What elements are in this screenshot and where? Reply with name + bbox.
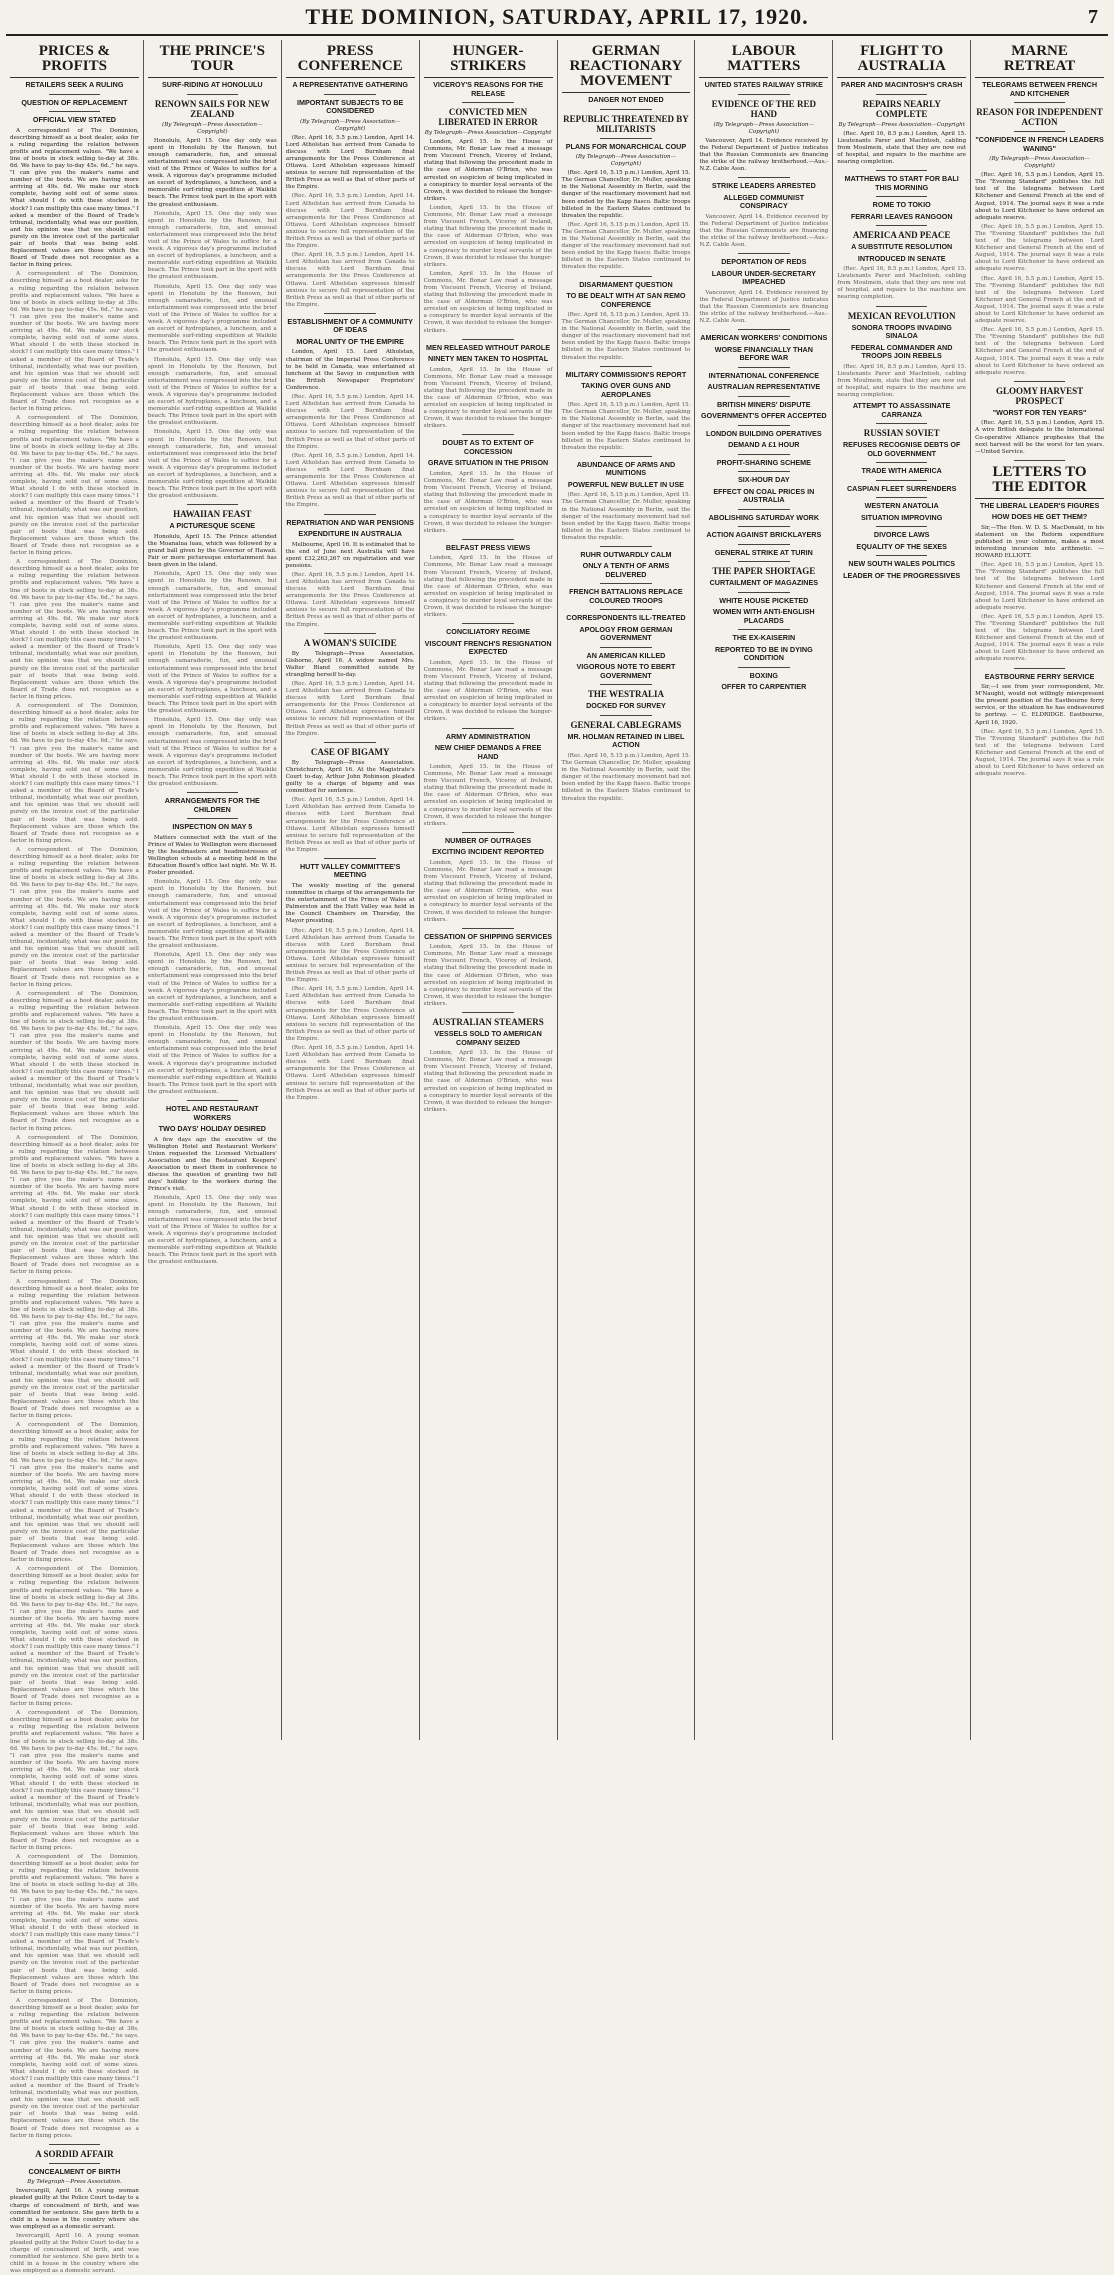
subhead: REFUSES RECOGNISE DEBTS OF OLD GOVERNMENT [842,440,961,458]
subhead: HOTEL AND RESTAURANT WORKERS [166,1104,259,1122]
headline: MARNE RETREAT [975,44,1104,78]
article-text-continued: London, April 15. In the House of Commons, Mr. Bonar Law read a message from Viscount French, Viceroy of Ireland, stating that following the precedent made in the case of Alderman O'Brien, who was arrested on suspicion of being implicated in a conspiracy to murder loyal servants of the Crown, it was decided to release the hunger-strikers. [423,1050,553,1113]
article-text-continued: A correspondent of The Dominion, describing himself as a boot dealer, asks for a ruling regarding the relation between profits and replacement values. "We have a line of boots in stock selling to-day at 38s. 6d. We have to pay to-day 45s. 6d.," he says. "I can give you the maker's name and number of the boots. We are having more arriving at 49s. 6d. We make our stock complete, having sold out of some sizes. What should I do with these stocked in stock? I can multiply this case many times." I asked a member of the Board of Trade's tribunal, incidentally, what was our position, and his opinion was that we should sell purely on the invoice cost of the particular pair of boots that was being sold. Replacement values are those which the Board of Trade does not recognise as a factor in fixing prices. [10,271,139,413]
byline: By Telegraph—Press Association—Copyright [424,130,552,136]
subhead: DISARMAMENT QUESTION [579,279,673,289]
article-text-continued: (Rec. April 16, 5.5 p.m.) London, April 14. Lord Atholstan has arrived from Canada to discuss with Lord Burnham final arrangements for the Press Conference at Ottawa. Lord Atholstan expresses himself anxious to secure full representation of the British Press as well as that of other parts of the Empire. [285,1045,415,1101]
subhead: DANGER NOT ENDED [588,95,664,104]
byline: (By Telegraph—Press Association—Copyright) [989,156,1090,170]
subhead: ESTABLISHMENT OF A COMMUNITY OF IDEAS [287,316,413,335]
subhead: ARMY ADMINISTRATION [445,731,531,741]
subhead: CORRESPONDENTS ILL-TREATED [566,613,686,623]
article-text-continued: (Rec. April 16, 5.5 p.m.) London, April 14. Lord Atholstan has arrived from Canada to discuss with Lord Burnham final arrangements for the Press Conference at Ottawa. Lord Atholstan expresses himself anxious to secure full representation of the British Press as well as that of other parts of the Empire. [285,193,415,250]
subhead: THE WESTRALIA [587,689,664,700]
headline: LABOUR MATTERS [699,44,828,78]
subhead: GLOOMY HARVEST PROSPECT [996,385,1084,406]
article-text-continued: Honolulu, April 15. One day only was spent in Honolulu by the Renown, but enough camaraderie, fun, and unusual entertainment was compressed into the brief visit of the Prince of Wales to suffice for a week. A vigorous day's programme included an escort of hydroplanes, a luncheon, and a memorable surf-riding expedition at Waikiki beach. The Prince took part in the sport with the greatest enthusiasm. [147,283,277,354]
subhead: WOMEN WITH ANTI-ENGLISH PLACARDS [713,607,815,625]
subhead: ACTION AGAINST BRICKLAYERS [706,530,822,540]
article-text-continued: (Rec. April 16, 5.15 p.m.) London, April 15. The German Chancellor, Dr. Muller, speaking in the National Assembly in Berlin, said the danger of the reactionary movement had not been ended by the Kapp fiasco. Baltic troops billeted in the Eastern States continued to threaten the republic. [561,402,691,451]
article-text: (Rec. April 16, 5.15 p.m.) London, April 15. The German Chancellor, Dr. Muller, speaking in the National Assembly in Berlin, said the danger of the reactionary movement had not been ended by the Kapp fiasco. Baltic troops billeted in the Eastern States continued to threaten the republic. [561,170,691,219]
subhead: RETAILERS SEEK A RULING [25,80,124,89]
subhead: MORAL UNITY OF THE EMPIRE [296,336,404,346]
headline: THE PRINCE'S TOUR [148,44,277,78]
article-text: (Rec. April 16, 5.5 p.m.) London, April 14. Lord Atholstan has arrived from Canada to discuss with Lord Burnham final arrangements for the Press Conference at Ottawa. Lord Atholstan expresses himself anxious to secure full representation of the British Press as well as that of other parts of the Empire. [285,134,415,191]
article-text: Honolulu, April 15. One day only was spent in Honolulu by the Renown, but enough camaraderie, fun, and unusual entertainment was compressed into the brief visit of the Prince of Wales to suffice for a week. A vigorous day's programme included an escort of hydroplanes, a luncheon, and a memorable surf-riding expedition at Waikiki beach. The Prince took part in the sport with the greatest enthusiasm. [147,137,277,208]
headline: GERMAN REACTIONARY MOVEMENT [562,44,691,93]
article-text: (Rec. April 16, 8.5 p.m.) London, April 15. Lieutenants Parer and MacIntosh, cabling from Moulmein, state that they are now out of hospital, and repairs to the machine are nearing completion. [837,130,967,165]
subhead: DEPORTATION OF REDS [721,257,807,267]
subhead: MILITARY COMMISSION'S REPORT [565,369,687,379]
subhead: A WOMAN'S SUICIDE [303,637,397,648]
column-flight-australia [833,40,971,1740]
article-text: A few days ago the executive of the Wellington Hotel and Restaurant Workers' Union requested the Licensed Victuallers' Association and the Restaurant Keepers' Association to meet them in conference to discuss the question of granting two full days' holiday to the workers during the Prince's visit. [147,1136,277,1193]
byline: (By Telegraph—Press Association—Copyright) [713,121,815,135]
article-text: Melbourne, April 16. It is estimated that to the end of June next Australia will have spent £32,263,267 on repatriation and war pensions. [285,541,415,569]
subhead: EXPENDITURE IN AUSTRALIA [298,529,402,538]
subhead: FERRARI LEAVES RANGOON [850,211,953,221]
subhead: WHITE HOUSE PICKETED [719,595,809,605]
article-text: Invercargill, April 16. A young woman pleaded guilty at the Police Court to-day to a charge of concealment of birth, and was committed for sentence. She gave birth to a child in a house in the country where she was employed as a domestic servant. [10,2188,139,2230]
newspaper-title: THE DOMINION, SATURDAY, APRIL 17, 1920. [305,4,809,29]
subhead: DOCKED FOR SURVEY [586,701,666,711]
subhead: CASE OF BIGAMY [310,746,390,757]
article-text-continued: A correspondent of The Dominion, describing himself as a boot dealer, asks for a ruling regarding the relation between profits and replacement values. "We have a line of boots in stock selling to-day at 38s. 6d. We have to pay to-day 45s. 6d.," he says. "I can give you the maker's name and number of the boots. We are having more arriving at 49s. 6d. We make our stock complete, having sold out of some sizes. What should I do with these stocked in stock? I can multiply this case many times." I asked a member of the Board of Trade's tribunal, incidentally, what was our position, and his opinion was that we should sell purely on the invoice cost of the particular pair of boots that was being sold. Replacement values are those which the Board of Trade does not recognise as a factor in fixing prices. [10,1854,139,1995]
subhead: STRIKE LEADERS ARRESTED [711,181,816,191]
subhead: QUESTION OF REPLACEMENT [21,97,128,107]
subhead: CESSATION OF SHIPPING SERVICES [424,931,553,941]
subhead: MEXICAN REVOLUTION [847,310,956,321]
subhead: ABUNDANCE OF ARMS AND MUNITIONS [576,459,676,478]
article-text-continued: Honolulu, April 15. One day only was spent in Honolulu by the Renown, but enough camaraderie, fun, and unusual entertainment was compressed into the brief visit of the Prince of Wales to suffice for a week. A vigorous day's programme included an escort of hydroplanes, a luncheon, and a memorable surf-riding expedition at Waikiki beach. The Prince took part in the sport with the greatest enthusiasm. [147,717,277,788]
subhead: CURTAILMENT OF MAGAZINES [709,578,819,588]
headline: PRESS CONFERENCE [286,44,415,78]
page-number: 7 [1088,5,1098,28]
article-text-continued: (Rec. April 16, 8.5 p.m.) London, April 15. Lieutenants Parer and MacIntosh, cabling from Moulmein, state that they are now out of hospital, and repairs to the machine are nearing completion. [837,266,967,301]
article-text-continued: (Rec. April 16, 5.5 p.m.) London, April 14. Lord Atholstan has arrived from Canada to discuss with Lord Burnham final arrangements for the Press Conference at Ottawa. Lord Atholstan expresses himself anxious to secure full representation of the British Press as well as that of other parts of the Empire. [285,571,415,628]
article-text-continued: (Rec. April 16, 5.5 p.m.) London, April 15. The "Evening Standard" publishes the full text of the telegrams between Lord Kitchener and General French at the end of August, 1914. The journal says it was a rule about to Lord Kitchener to have ordered an adequate reserve. [975,728,1104,778]
article-text-continued: (Rec. April 16, 5.5 p.m.) London, April 14. Lord Atholstan has arrived from Canada to discuss with Lord Burnham final arrangements for the Press Conference at Ottawa. Lord Atholstan expresses himself anxious to secure full representation of the British Press as well as that of other parts of the Empire. [285,797,415,853]
article-text-continued: Honolulu, April 15. One day only was spent in Honolulu by the Renown, but enough camaraderie, fun, and unusual entertainment was compressed into the brief visit of the Prince of Wales to suffice for a week. A vigorous day's programme included an escort of hydroplanes, a luncheon, and a memorable surf-riding expedition at Waikiki beach. The Prince took part in the sport with the greatest enthusiasm. [147,356,277,427]
subhead: RENOWN SAILS FOR NEW ZEALAND [154,98,270,119]
subhead: NINETY MEN TAKEN TO HOSPITAL [428,354,549,364]
article-text: London, April 15. Lord Atholstan, chairman of the Imperial Press Conference to be held in Canada, was entertained at luncheon at the Savoy in conjunction with the British Newspaper Proprietors' Conference. [285,349,415,391]
article-text: The weekly meeting of the general committee in charge of the arrangements for the entertainment of the Prince of Wales at Palmerston and the Hutt Valley was held in the Council Chambers on Thursday, the Mayor presiding. [285,882,415,925]
article-text: (Rec. April 16, 5.5 p.m.) London, April 15. The "Evening Standard" publishes the full text of the telegrams between Lord Kitchener and General French at the end of August, 1914. The journal says it was a rule about to Lord Kitchener to have ordered an adequate reserve. [975,172,1104,221]
subhead: LONDON BUILDING OPERATIVES [705,428,822,438]
subhead: CASPIAN FLEET SURRENDERS [846,483,957,493]
article-text: Sir,—I see from your correspondent, Mr. M'Naught, would not willingly misrepresent the present position of the Eastbourne ferry service, or the situation he has endeavoured to portray. — C. ELDRIDGE. Eastbourne, April 16, 1920. [975,684,1104,726]
subhead: WESTERN ANATOLIA [864,501,939,510]
article-text-continued: London, April 15. In the House of Commons, Mr. Bonar Law read a message from Viscount French, Viceroy of Ireland, stating that following the precedent made in the case of Alderman O'Brien, who was arrested on suspicion of being implicated in a conspiracy to murder loyal servants of the Crown, it was decided to release the hunger-strikers. [423,659,553,723]
article-text-continued: A correspondent of The Dominion, describing himself as a boot dealer, asks for a ruling regarding the relation between profits and replacement values. "We have a line of boots in stock selling to-day at 38s. 6d. We have to pay to-day 45s. 6d.," he says. "I can give you the maker's name and number of the boots. We are having more arriving at 49s. 6d. We make our stock complete, having sold out of some sizes. What should I do with these stocked in stock? I can multiply this case many times." I asked a member of the Board of Trade's tribunal, incidentally, what was our position, and his opinion was that we should sell purely on the invoice cost of the particular pair of boots that was being sold. Replacement values are those which the Board of Trade does not recognise as a factor in fixing prices. [10,415,139,557]
subhead: ALLEGED COMMUNIST CONSPIRACY [723,192,805,211]
article-text: By Telegraph—Press Association. Gisborne, April 16. A widow named Mrs. Walter Bland committed suicide by strangling herself to-day. [285,650,415,678]
column-press-conference [282,40,420,1740]
subhead: AMERICAN WORKERS' CONDITIONS [700,333,828,343]
subhead: NUMBER OF OUTRAGES [444,835,532,845]
column-hunger-strikers [420,40,558,1740]
article-text-continued: Honolulu, April 15. One day only was spent in Honolulu by the Renown, but enough camaraderie, fun, and unusual entertainment was compressed into the brief visit of the Prince of Wales to suffice for a week. A vigorous day's programme included an escort of hydroplanes, a luncheon, and a memorable surf-riding expedition at Waikiki beach. The Prince took part in the sport with the greatest enthusiasm. [147,1025,277,1095]
article-text-continued: Honolulu, April 15. One day only was spent in Honolulu by the Renown, but enough camaraderie, fun, and unusual entertainment was compressed into the brief visit of the Prince of Wales to suffice for a week. A vigorous day's programme included an escort of hydroplanes, a luncheon, and a memorable surf-riding expedition at Waikiki beach. The Prince took part in the sport with the greatest enthusiasm. [147,210,277,281]
subhead: BOXING [749,670,778,680]
subhead: OFFICIAL VIEW STATED [32,115,116,124]
byline: (By Telegraph—Press Association—Copyright) [299,118,401,132]
subhead: AN AMERICAN KILLED [586,650,666,660]
article-text-continued: (Rec. April 16, 5.15 p.m.) London, April 15. The German Chancellor, Dr. Muller, speaking in the National Assembly in Berlin, said the danger of the reactionary movement had not been ended by the Kapp fiasco. Baltic troops billeted in the Eastern States continued to threaten the republic. [561,312,691,361]
headline: FLIGHT TO AUSTRALIA [837,44,966,78]
subhead: LETTERS TO THE EDITOR [975,465,1104,499]
subhead: LABOUR UNDER-SECRETARY IMPEACHED [711,268,816,287]
subhead: TAKING OVER GUNS AND AEROPLANES [581,381,671,399]
article-text-continued: Honolulu, April 15. One day only was spent in Honolulu by the Renown, but enough camaraderie, fun, and unusual entertainment was compressed into the brief visit of the Prince of Wales to suffice for a week. A vigorous day's programme included an escort of hydroplanes, a luncheon, and a memorable surf-riding expedition at Waikiki beach. The Prince took part in the sport with the greatest enthusiasm. [147,879,277,950]
subhead: UNITED STATES RAILWAY STRIKE [704,80,823,89]
subhead: POWERFUL NEW BULLET IN USE [567,479,684,489]
article-text-continued: A correspondent of The Dominion, describing himself as a boot dealer, asks for a ruling regarding the relation between profits and replacement values. "We have a line of boots in stock selling to-day at 38s. 6d. We have to pay to-day 45s. 6d.," he says. "I can give you the maker's name and number of the boots. We are having more arriving at 49s. 6d. We make our stock complete, having sold out of some sizes. What should I do with these stocked in stock? I can multiply this case many times." I asked a member of the Board of Trade's tribunal, incidentally, what was our position, and his opinion was that we should sell purely on the invoice cost of the particular pair of boots that was being sold. Replacement values are those which the Board of Trade does not recognise as a factor in fixing prices. [10,703,139,844]
article-text-continued: London, April 15. In the House of Commons, Mr. Bonar Law read a message from Viscount French, Viceroy of Ireland, stating that following the precedent made in the case of Alderman O'Brien, who was arrested on suspicion of being implicated in a conspiracy to murder loyal servants of the Crown, it was decided to release the hunger-strikers. [423,944,553,1007]
article-text: A correspondent of The Dominion, describing himself as a boot dealer, asks for a ruling regarding the relation between profits and replacement values. "We have a line of boots in stock selling to-day at 38s. 6d. We have to pay to-day 45s. 6d.," he says. "I can give you the maker's name and number of the boots. We are having more arriving at 49s. 6d. We make our stock complete, having sold out of some sizes. What should I do with these stocked in stock? I can multiply this case many times." I asked a member of the Board of Trade's tribunal, incidentally, what was our position, and his opinion was that we should sell purely on the invoice cost of the particular pair of boots that was being sold. Replacement values are those which the Board of Trade does not recognise as a factor in fixing prices. [10,127,139,269]
subhead: A SORDID AFFAIR [35,2148,114,2159]
subhead: RUHR OUTWARDLY CALM [580,549,672,559]
subhead: LEADER OF THE PROGRESSIVES [843,570,961,580]
subhead: CONVICTED MEN LIBERATED IN ERROR [438,107,538,127]
subhead: MEN RELEASED WITHOUT PAROLE [426,342,551,352]
subhead: INTRODUCED IN SENATE [857,253,946,263]
subhead: "WORST FOR TEN YEARS" [992,407,1087,417]
subhead: EFFECT ON COAL PRICES IN AUSTRALIA [713,486,815,505]
article-text-continued: (Rec. April 16, 5.15 p.m.) London, April 15. The German Chancellor, Dr. Muller, speaking in the National Assembly in Berlin, said the danger of the reactionary movement had not been ended by the Kapp fiasco. Baltic troops billeted in the Eastern States continued to threaten the republic. [561,492,691,541]
subhead: A PICTURESQUE SCENE [169,521,256,531]
column-princes-tour [144,40,282,1740]
subhead: CONCEALMENT OF BIRTH [28,2166,121,2176]
subhead: HOW DOES HE GET THEM? [991,512,1088,522]
columns [6,40,1108,2275]
subhead: IMPORTANT SUBJECTS TO BE CONSIDERED [297,97,404,115]
article-text-continued: A correspondent of The Dominion, describing himself as a boot dealer, asks for a ruling regarding the relation between profits and replacement values. "We have a line of boots in stock selling to-day at 38s. 6d. We have to pay to-day 45s. 6d.," he says. "I can give you the maker's name and number of the boots. We are having more arriving at 49s. 6d. We make our stock complete, having sold out of some sizes. What should I do with these stocked in stock? I can multiply this case many times." I asked a member of the Board of Trade's tribunal, incidentally, what was our position, and his opinion was that we should sell purely on the invoice cost of the particular pair of boots that was being sold. Replacement values are those which the Board of Trade does not recognise as a factor in fixing prices. [10,1710,139,1851]
column-prices-profits [6,40,144,2275]
article-text-continued: (Rec. April 16, 5.15 p.m.) London, April 15. The German Chancellor, Dr. Muller, speaking in the National Assembly in Berlin, said the danger of the reactionary movement had not been ended by the Kapp fiasco. Baltic troops billeted in the Eastern States continued to threaten the republic. [561,752,691,802]
subhead: OFFER TO CARPENTIER [721,682,807,692]
subhead: REPUBLIC THREATENED BY MILITARISTS [563,113,689,134]
column-marne-retreat [971,40,1108,1740]
article-text-continued: (Rec. April 16, 5.5 p.m.) London, April 14. Lord Atholstan has arrived from Canada to discuss with Lord Burnham final arrangements for the Press Conference at Ottawa. Lord Atholstan expresses himself anxious to secure full representation of the British Press as well as that of other parts of the Empire. [285,452,415,509]
subhead: REPATRIATION AND WAR PENSIONS [286,517,414,527]
subhead: SIX-HOUR DAY [737,475,790,485]
subhead: REPAIRS NEARLY COMPLETE [862,98,941,119]
article-text-continued: Honolulu, April 15. One day only was spent in Honolulu by the Renown, but enough camaraderie, fun, and unusual entertainment was compressed into the brief visit of the Prince of Wales to suffice for a week. A vigorous day's programme included an escort of hydroplanes, a luncheon, and a memorable surf-riding expedition at Waikiki beach. The Prince took part in the sport with the greatest enthusiasm. [147,952,277,1022]
article-text: By Telegraph—Press Association. Christchurch, April 16. At the Magistrate's Court to-day, Arthur John Robinson pleaded guilty to a charge of bigamy and was committed for sentence. [285,759,415,795]
subhead: NEW SOUTH WALES POLITICS [848,559,955,568]
article-text-continued: Honolulu, April 15. One day only was spent in Honolulu by the Renown, but enough camaraderie, fun, and unusual entertainment was compressed into the brief visit of the Prince of Wales to suffice for a week. A vigorous day's programme included an escort of hydroplanes, a luncheon, and a memorable surf-riding expedition at Waikiki beach. The Prince took part in the sport with the greatest enthusiasm. [147,571,277,642]
article-text-continued: (Rec. April 16, 5.5 p.m.) London, April 15. The "Evening Standard" publishes the full text of the telegrams between Lord Kitchener and General French at the end of August, 1914. The journal says it was a rule about to Lord Kitchener to have ordered an adequate reserve. [975,223,1104,273]
article-text-continued: Honolulu, April 15. One day only was spent in Honolulu by the Renown, but enough camaraderie, fun, and unusual entertainment was compressed into the brief visit of the Prince of Wales to suffice for a week. A vigorous day's programme included an escort of hydroplanes, a luncheon, and a memorable surf-riding expedition at Waikiki beach. The Prince took part in the sport with the greatest enthusiasm. [147,644,277,715]
article-text: London, April 15. In the House of Commons, Mr. Bonar Law read a message from Viscount French, Viceroy of Ireland, stating that following the precedent made in the case of Alderman O'Brien, who was arrested on suspicion of being implicated in a conspiracy to murder loyal servants of the Crown, it was decided to release the hunger-strikers. [423,139,553,202]
subhead: BRITISH MINERS' DISPUTE [717,399,811,409]
subhead: INSPECTION ON MAY 5 [172,822,253,832]
article-text-continued: (Rec. April 16, 5.5 p.m.) London, April 14. Lord Atholstan has arrived from Canada to discuss with Lord Burnham final arrangements for the Press Conference at Ottawa. Lord Atholstan expresses himself anxious to secure full representation of the British Press as well as that of other parts of the Empire. [285,927,415,984]
subhead: ABOLISHING SATURDAY WORK [708,512,820,522]
article-text-continued: A correspondent of The Dominion, describing himself as a boot dealer, asks for a ruling regarding the relation between profits and replacement values. "We have a line of boots in stock selling to-day at 38s. 6d. We have to pay to-day 45s. 6d.," he says. "I can give you the maker's name and number of the boots. We are having more arriving at 49s. 6d. We make our stock complete, having sold out of some sizes. What should I do with these stocked in stock? I can multiply this case many times." I asked a member of the Board of Trade's tribunal, incidentally, what was our position, and his opinion was that we should sell purely on the invoice cost of the particular pair of boots that was being sold. Replacement values are those which the Board of Trade does not recognise as a factor in fixing prices. [10,1134,139,1276]
article-text-continued: London, April 15. In the House of Commons, Mr. Bonar Law read a message from Viscount French, Viceroy of Ireland, stating that following the precedent made in the case of Alderman O'Brien, who was arrested on suspicion of being implicated in a conspiracy to murder loyal servants of the Crown, it was decided to release the hunger-strikers. [423,470,553,534]
subhead: ROME TO TOKIO [872,200,931,210]
subhead: ATTEMPT TO ASSASSINATE CARRANZA [852,401,951,419]
subhead: MR. HOLMAN RETAINED IN LIBEL ACTION [567,731,685,750]
subhead: REPORTED TO BE IN DYING CONDITION [714,644,813,663]
article-text-continued: (Rec. April 16, 5.5 p.m.) London, April 15. The "Evening Standard" publishes the full text of the telegrams between Lord Kitchener and General French at the end of August, 1914. The journal says it was a rule about to Lord Kitchener to have ordered an adequate reserve. [975,275,1104,325]
article-text-continued: (Rec. April 16, 8.5 p.m.) London, April 15. Lieutenants Parer and MacIntosh, cabling from Moulmein, state that they are now out of hospital, and repairs to the machine are nearing completion. [837,363,967,398]
subhead: AUSTRALIAN REPRESENTATIVE [707,382,821,392]
article-text-continued: (Rec. April 16, 5.15 p.m.) London, April 15. The German Chancellor, Dr. Muller, speaking in the National Assembly in Berlin, said the danger of the reactionary movement had not been ended by the Kapp fiasco. Baltic troops billeted in the Eastern States continued to threaten the republic. [561,221,691,271]
subhead: TWO DAYS' HOLIDAY DESIRED [158,1124,266,1134]
subhead: PLANS FOR MONARCHICAL COUP [565,141,687,151]
article-text-continued: A correspondent of The Dominion, describing himself as a boot dealer, asks for a ruling regarding the relation between profits and replacement values. "We have a line of boots in stock selling to-day at 38s. 6d. We have to pay to-day 45s. 6d.," he says. "I can give you the maker's name and number of the boots. We are having more arriving at 49s. 6d. We make our stock complete, having sold out of some sizes. What should I do with these stocked in stock? I can multiply this case many times." I asked a member of the Board of Trade's tribunal, incidentally, what was our position, and his opinion was that we should sell purely on the invoice cost of the particular pair of boots that was being sold. Replacement values are those which the Board of Trade does not recognise as a factor in fixing prices. [10,990,139,1132]
article-text: (Rec. April 16, 5.5 p.m.) London, April 15. A wire British delegate to the International Co-operative Alliance prophesies that the next harvest will be the worst for ten years.—United Service. [975,420,1104,455]
article-text-continued: Vancouver, April 14. Evidence received by the Federal Department of Justice indicates that the Russian Communists are financing the strike of the railway brotherhood.—Aus.-N.Z. Cable Assn. [699,289,829,324]
subhead: FRENCH BATTALIONS REPLACE COLOURED TROOPS [569,587,683,605]
subhead: AUSTRALIAN STEAMERS [432,1017,544,1028]
article-text-continued: (Rec. April 16, 5.5 p.m.) London, April 14. Lord Atholstan has arrived from Canada to discuss with Lord Burnham final arrangements for the Press Conference at Ottawa. Lord Atholstan expresses himself anxious to secure full representation of the British Press as well as that of other parts of the Empire. [285,252,415,308]
byline: (By Telegraph—Press Association—Copyright) [162,121,263,135]
article-text-continued: A correspondent of The Dominion, describing himself as a boot dealer, asks for a ruling regarding the relation between profits and replacement values. "We have a line of boots in stock selling to-day at 38s. 6d. We have to pay to-day 45s. 6d.," he says. "I can give you the maker's name and number of the boots. We are having more arriving at 49s. 6d. We make our stock complete, having sold out of some sizes. What should I do with these stocked in stock? I can multiply this case many times." I asked a member of the Board of Trade's tribunal, incidentally, what was our position, and his opinion was that we should sell purely on the invoice cost of the particular pair of boots that was being sold. Replacement values are those which the Board of Trade does not recognise as a factor in fixing prices. [10,1278,139,1420]
subhead: SONORA TROOPS INVADING SINALOA [851,322,952,341]
article-text-continued: (Rec. April 16, 5.5 p.m.) London, April 14. Lord Atholstan has arrived from Canada to discuss with Lord Burnham final arrangements for the Press Conference at Ottawa. Lord Atholstan expresses himself anxious to secure full representation of the British Press as well as that of other parts of the Empire. [285,394,415,450]
subhead: PARER AND MACINTOSH'S CRASH [841,80,963,89]
byline: (By Telegraph—Press Association—Copyright) [575,154,677,168]
subhead: THE LIBERAL LEADER'S FIGURES [979,500,1100,510]
subhead: THE EX-KAISERIN [732,633,796,643]
subhead: RUSSIAN SOVIET [863,428,940,438]
subhead: ONLY A TENTH OF ARMS DELIVERED [582,561,670,579]
subhead: CONCILIATORY REGIME [446,627,531,637]
article-text-continued: Invercargill, April 16. A young woman pleaded guilty at the Police Court to-day to a charge of concealment of birth, and was committed for sentence. She gave birth to a child in a house in the country where she was employed as a domestic servant. [10,2232,139,2275]
subhead: AMERICA AND PEACE [852,230,951,241]
subhead: "CONFIDENCE IN FRENCH LEADERS WANING" [975,135,1104,153]
subhead: VISCOUNT FRENCH'S RESIGNATION EXPECTED [424,638,552,657]
article-text-continued: London, April 15. In the House of Commons, Mr. Bonar Law read a message from Viscount French, Viceroy of Ireland, stating that following the precedent made in the case of Alderman O'Brien, who was arrested on suspicion of being implicated in a conspiracy to murder loyal servants of the Crown, it was decided to release the hunger-strikers. [423,366,553,430]
subhead: EVIDENCE OF THE RED HAND [711,98,816,119]
subhead: DEMAND A £1 HOUR [728,440,800,450]
article-text-continued: (Rec. April 16, 5.5 p.m.) London, April 15. The "Evening Standard" publishes the full text of the telegrams between Lord Kitchener and General French at the end of August, 1914. The journal says it was a rule about to Lord Kitchener to have ordered an adequate reserve. [975,327,1104,376]
article-text-continued: Honolulu, April 15. One day only was spent in Honolulu by the Renown, but enough camaraderie, fun, and unusual entertainment was compressed into the brief visit of the Prince of Wales to suffice for a week. A vigorous day's programme included an escort of hydroplanes, a luncheon, and a memorable surf-riding expedition at Waikiki beach. The Prince took part in the sport with the greatest enthusiasm. [147,429,277,500]
article-text-continued: Honolulu, April 15. One day only was spent in Honolulu by the Renown, but enough camaraderie, fun, and unusual entertainment was compressed into the brief visit of the Prince of Wales to suffice for a week. A vigorous day's programme included an escort of hydroplanes, a luncheon, and a memorable surf-riding expedition at Waikiki beach. The Prince took part in the sport with the greatest enthusiasm. [147,1195,277,1266]
subhead: APOLOGY FROM GERMAN GOVERNMENT [579,624,673,643]
subhead: THE PAPER SHORTAGE [712,566,816,577]
article-text-continued: A correspondent of The Dominion, describing himself as a boot dealer, asks for a ruling regarding the relation between profits and replacement values. "We have a line of boots in stock selling to-day at 38s. 6d. We have to pay to-day 45s. 6d.," he says. "I can give you the maker's name and number of the boots. We are having more arriving at 49s. 6d. We make our stock complete, having sold out of some sizes. What should I do with these stocked in stock? I can multiply this case many times." I asked a member of the Board of Trade's tribunal, incidentally, what was our position, and his opinion was that we should sell purely on the invoice cost of the particular pair of boots that was being sold. Replacement values are those which the Board of Trade does not recognise as a factor in fixing prices. [10,846,139,988]
subhead: A REPRESENTATIVE GATHERING [292,80,408,89]
article-text-continued: London, April 15. In the House of Commons, Mr. Bonar Law read a message from Viscount French, Viceroy of Ireland, stating that following the precedent made in the case of Alderman O'Brien, who was arrested on suspicion of being implicated in a conspiracy to murder loyal servants of the Crown, it was decided to release the hunger-strikers. [423,204,553,268]
subhead: EQUALITY OF THE SEXES [856,541,947,551]
subhead: FEDERAL COMMANDER AND TROOPS JOIN REBELS [850,342,953,361]
article-text: Vancouver, April 14. Evidence received by the Federal Department of Justice indicates that the Russian Communists are financing the strike of the railway brotherhood.—Aus.-N.Z. Cable Assn. [699,137,829,173]
subhead: WORSE FINANCIALLY THAN BEFORE WAR [714,344,813,363]
subhead: SURF-RIDING AT HONOLULU [162,80,263,89]
byline: By Telegraph—Press Association. [27,2179,122,2186]
article-text-continued: London, April 15. In the House of Commons, Mr. Bonar Law read a message from Viscount French, Viceroy of Ireland, stating that following the precedent made in the case of Alderman O'Brien, who was arrested on suspicion of being implicated in a conspiracy to murder loyal servants of the Crown, it was decided to release the hunger-strikers. [423,555,553,619]
subhead: INTERNATIONAL CONFERENCE [708,370,819,380]
article-text-continued: London, April 15. In the House of Commons, Mr. Bonar Law read a message from Viscount French, Viceroy of Ireland, stating that following the precedent made in the case of Alderman O'Brien, who was arrested on suspicion of being implicated in a conspiracy to murder loyal servants of the Crown, it was decided to release the hunger-strikers. [423,270,553,334]
article-text-continued: (Rec. April 16, 5.5 p.m.) London, April 14. Lord Atholstan has arrived from Canada to discuss with Lord Burnham final arrangements for the Press Conference at Ottawa. Lord Atholstan expresses himself anxious to secure full representation of the British Press as well as that of other parts of the Empire. [285,681,415,737]
masthead [6,0,1108,36]
subhead: VESSELS SOLD TO AMERICAN COMPANY SEIZED [434,1029,542,1047]
subhead: HAWAIIAN FEAST [173,509,252,520]
subhead: EXCITING INCIDENT REPORTED [432,847,544,857]
article-text-continued: (Rec. April 16, 5.5 p.m.) London, April 15. The "Evening Standard" publishes the full text of the telegrams between Lord Kitchener and General French at the end of August, 1914. The journal says it was a rule about to Lord Kitchener to have ordered an adequate reserve. [975,613,1104,663]
subhead: TRADE WITH AMERICA [861,466,942,475]
headline: PRICES & PROFITS [10,44,139,78]
article-text-continued: London, April 15. In the House of Commons, Mr. Bonar Law read a message from Viscount French, Viceroy of Ireland, stating that following the precedent made in the case of Alderman O'Brien, who was arrested on suspicion of being implicated in a conspiracy to murder loyal servants of the Crown, it was decided to release the hunger-strikers. [423,859,553,923]
subhead: DOUBT AS TO EXTENT OF CONCESSION [442,438,534,456]
subhead: GENERAL STRIKE AT TURIN [714,547,813,557]
article-text-continued: A correspondent of The Dominion, describing himself as a boot dealer, asks for a ruling regarding the relation between profits and replacement values. "We have a line of boots in stock selling to-day at 38s. 6d. We have to pay to-day 45s. 6d.," he says. "I can give you the maker's name and number of the boots. We are having more arriving at 49s. 6d. We make our stock complete, having sold out of some sizes. What should I do with these stocked in stock? I can multiply this case many times." I asked a member of the Board of Trade's tribunal, incidentally, what was our position, and his opinion was that we should sell purely on the invoice cost of the particular pair of boots that was being sold. Replacement values are those which the Board of Trade does not recognise as a factor in fixing prices. [10,1566,139,1708]
subhead: BELFAST PRESS VIEWS [445,542,531,552]
article-text-continued: London, April 15. In the House of Commons, Mr. Bonar Law read a message from Viscount French, Viceroy of Ireland, stating that following the precedent made in the case of Alderman O'Brien, who was arrested on suspicion of being implicated in a conspiracy to murder loyal servants of the Crown, it was decided to release the hunger-strikers. [423,764,553,827]
article-text-continued: A correspondent of The Dominion, describing himself as a boot dealer, asks for a ruling regarding the relation between profits and replacement values. "We have a line of boots in stock selling to-day at 38s. 6d. We have to pay to-day 45s. 6d.," he says. "I can give you the maker's name and number of the boots. We are having more arriving at 49s. 6d. We make our stock complete, having sold out of some sizes. What should I do with these stocked in stock? I can multiply this case many times." I asked a member of the Board of Trade's tribunal, incidentally, what was our position, and his opinion was that we should sell purely on the invoice cost of the particular pair of boots that was being sold. Replacement values are those which the Board of Trade does not recognise as a factor in fixing prices. [10,1422,139,1564]
subhead: MATTHEWS TO START FOR BALI THIS MORNING [844,174,959,192]
column-german-movement [558,40,696,1740]
subhead: VIGOROUS NOTE TO EBERT GOVERNMENT [576,662,676,680]
article-text-continued: (Rec. April 16, 5.5 p.m.) London, April 15. The "Evening Standard" publishes the full text of the telegrams between Lord Kitchener and General French at the end of August, 1914. The journal says it was a rule about to Lord Kitchener to have ordered an adequate reserve. [975,562,1104,611]
subhead: EASTBOURNE FERRY SERVICE [984,671,1095,681]
article-text: Honolulu, April 15. The Prince attended the Moanalua luau, which was followed by a grand ball given by the Governor of Hawaii. Fair or more picturesque entertainment has been given in the island. [147,533,277,569]
subhead: GENERAL CABLEGRAMS [570,719,682,730]
subhead: DIVORCE LAWS [873,530,930,539]
subhead: GOVERNMENT'S OFFER ACCEPTED [700,411,827,421]
subhead: NEW CHIEF DEMANDS A FREE HAND [434,743,542,761]
article-text: Sir,—The Hon. W. D. S. MacDonald, in his statement on the Reform expenditure published in your columns, makes a most interesting incursion into arithmetic. — HOWARD ELLIOTT. [975,524,1104,560]
subhead: A SUBSTITUTE RESOLUTION [851,242,953,252]
subhead: HUTT VALLEY COMMITTEE'S MEETING [299,861,401,880]
article-text-continued: A correspondent of The Dominion, describing himself as a boot dealer, asks for a ruling regarding the relation between profits and replacement values. "We have a line of boots in stock selling to-day at 38s. 6d. We have to pay to-day 45s. 6d.," he says. "I can give you the maker's name and number of the boots. We are having more arriving at 49s. 6d. We make our stock complete, having sold out of some sizes. What should I do with these stocked in stock? I can multiply this case many times." I asked a member of the Board of Trade's tribunal, incidentally, what was our position, and his opinion was that we should sell purely on the invoice cost of the particular pair of boots that was being sold. Replacement values are those which the Board of Trade does not recognise as a factor in fixing prices. [10,1997,139,2139]
subhead: GRAVE SITUATION IN THE PRISON [427,458,549,468]
article-text: Matters connected with the visit of the Prince of Wales to Wellington were discussed by the headmasters and headmistresses of Wellington schools at a meeting held in the Education Board's office last night. Mr. W. H. Foster presided. [147,834,277,877]
byline: By Telegraph—Press Association—Copyright [838,121,966,128]
subhead: PROFIT-SHARING SCHEME [716,457,811,467]
subhead: VICEROY'S REASONS FOR THE RELEASE [433,80,544,98]
column-labour-matters [695,40,833,1740]
article-text-continued: A correspondent of The Dominion, describing himself as a boot dealer, asks for a ruling regarding the relation between profits and replacement values. "We have a line of boots in stock selling to-day at 38s. 6d. We have to pay to-day 45s. 6d.," he says. "I can give you the maker's name and number of the boots. We are having more arriving at 49s. 6d. We make our stock complete, having sold out of some sizes. What should I do with these stocked in stock? I can multiply this case many times." I asked a member of the Board of Trade's tribunal, incidentally, what was our position, and his opinion was that we should sell purely on the invoice cost of the particular pair of boots that was being sold. Replacement values are those which the Board of Trade does not recognise as a factor in fixing prices. [10,559,139,700]
subhead: TELEGRAMS BETWEEN FRENCH AND KITCHENER [982,80,1098,98]
subhead: REASON FOR INDEPENDENT ACTION [976,107,1103,127]
article-text-continued: Vancouver, April 14. Evidence received by the Federal Department of Justice indicates that the Russian Communists are financing the strike of the railway brotherhood.—Aus.-N.Z. Cable Assn. [699,213,829,249]
article-text-continued: (Rec. April 16, 5.5 p.m.) London, April 14. Lord Atholstan has arrived from Canada to discuss with Lord Burnham final arrangements for the Press Conference at Ottawa. Lord Atholstan expresses himself anxious to secure full representation of the British Press as well as that of other parts of the Empire. [285,986,415,1042]
subhead: SITUATION IMPROVING [861,512,943,522]
subhead: ARRANGEMENTS FOR THE CHILDREN [164,796,260,814]
headline: HUNGER-STRIKERS [424,44,553,78]
subhead: TO BE DEALT WITH AT SAN REMO CONFERENCE [566,291,686,309]
